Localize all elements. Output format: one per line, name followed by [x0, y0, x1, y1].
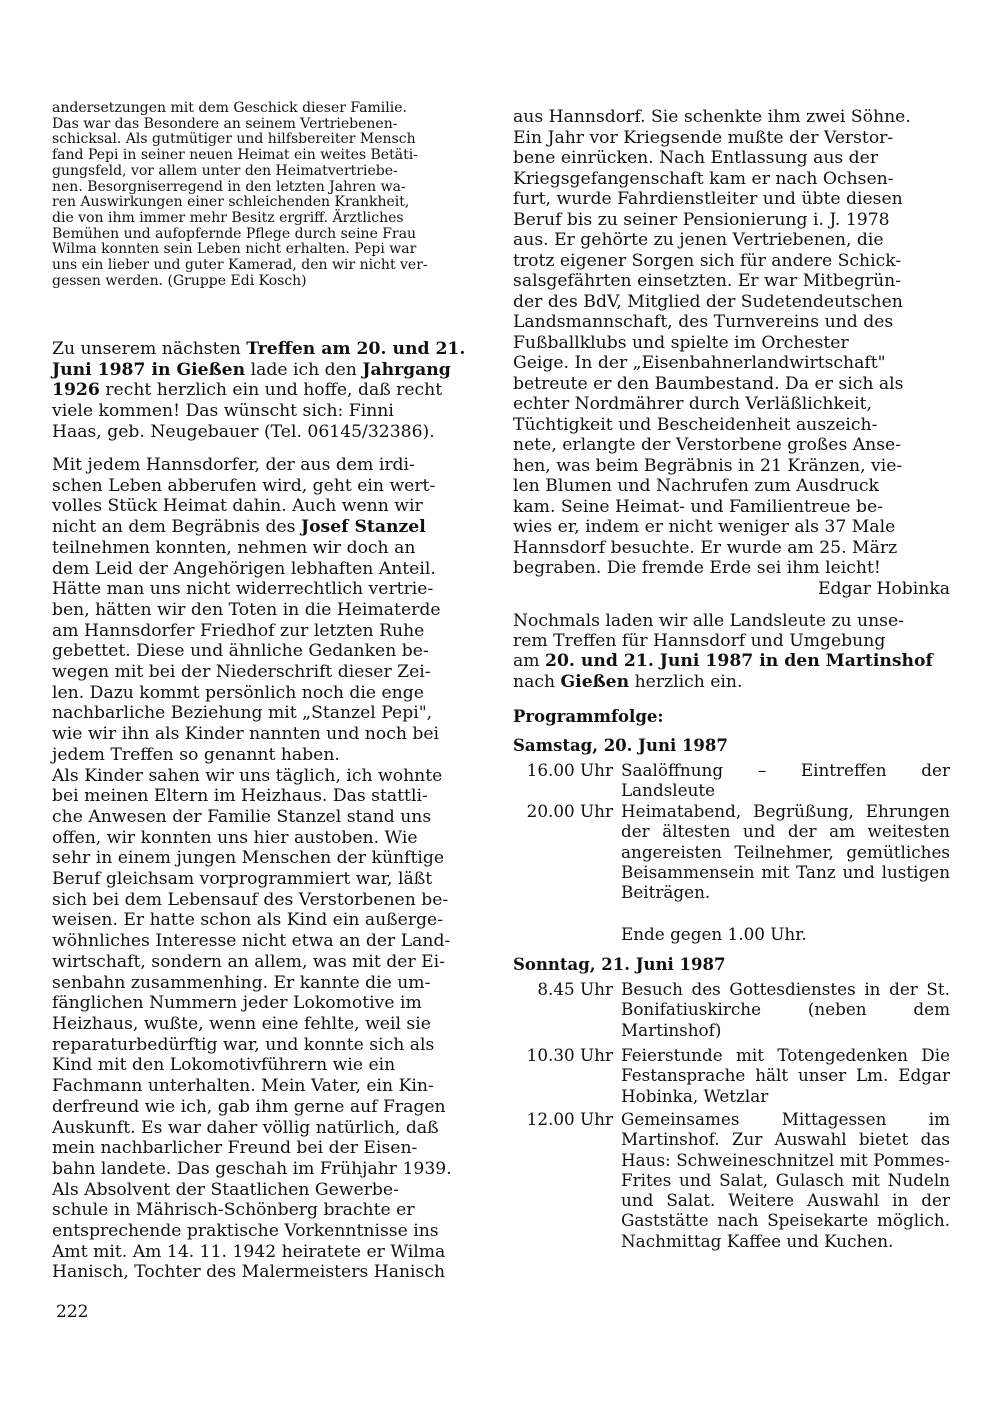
schedule-time: 8.45 Uhr: [537, 979, 613, 999]
text-line: fänglichen Nummern jeder Lokomotive im: [52, 993, 422, 1014]
text-line: der des BdV, Mitglied der Sudetendeutschen: [513, 291, 903, 312]
meeting-invitation-hannsdorf: [513, 611, 950, 692]
text-line: schule in Mährisch-Schönberg brachte er: [52, 1200, 415, 1221]
text-line: nete, erlangte der Verstorbene großes Anse-: [513, 435, 902, 455]
text-line: wirtschaft, sondern an allem, was mit der Ei-: [52, 951, 445, 972]
text-line: betreute er den Baumbestand. Da er sich als: [513, 373, 904, 394]
text-line: senbahn zusammenhing. Er kannte die um-: [52, 972, 431, 993]
saturday-heading: Samstag, 20. Juni 1987: [513, 736, 728, 755]
text-line: wie wir ihn als Kinder nannten und noch bei: [52, 724, 440, 745]
text-line: sich bei dem Lebensauf des Verstorbenen be-: [52, 889, 449, 910]
text-line: trotz eigener Sorgen sich für andere Schick-: [513, 250, 902, 271]
text-line: Beruf gleichsam vorprogrammiert war, läßt: [52, 869, 433, 890]
schedule-time: 12.00 Uhr: [526, 1109, 613, 1129]
text-line: nach Gießen herzlich ein.: [513, 671, 743, 692]
text-line: Hannsdorf besuchte. Er wurde am 25. März: [513, 537, 898, 558]
text-line: Kriegsgefangenschaft kam er nach Ochsen-: [513, 168, 894, 189]
text-line: bene einrücken. Nach Entlassung aus der: [513, 148, 879, 168]
text-line: reparaturbedürftig war, und konnte sich als: [52, 1034, 435, 1055]
text-line: dem Leid der Angehörigen lebhaften Anteil.: [52, 558, 436, 579]
text-line: begraben. Die fremde Erde sei ihm leicht!: [513, 558, 881, 578]
text-line: nicht an dem Begräbnis des Josef Stanzel: [52, 517, 426, 538]
text-line: aus Hannsdorf. Sie schenkte ihm zwei Söhne.: [513, 107, 911, 127]
schedule-end-note: [513, 924, 950, 944]
schedule-item: [513, 979, 950, 1040]
text-line: ben, hätten wir den Toten in die Heimaterde: [52, 599, 441, 620]
text-line: rem Treffen für Hannsdorf und Umgebung: [513, 631, 886, 652]
text-line: 1926 recht herzlich ein und hoffe, daß recht: [52, 380, 443, 401]
schedule-time: 10.30 Uhr: [526, 1045, 613, 1065]
text-line: Als Kinder sahen wir uns täglich, ich wohnte: [52, 765, 443, 786]
text-line: kam. Seine Heimat- und Familientreue be-: [513, 496, 884, 517]
sunday-heading: Sonntag, 21. Juni 1987: [513, 955, 726, 974]
text-line: fand Pepi in seiner neuen Heimat ein weites Betäti-: [52, 147, 418, 164]
text-line: nen. Besorgniserregend in den letzten Jahren wa-: [52, 178, 406, 195]
schedule-time: 20.00 Uhr: [526, 801, 613, 821]
text-line: am 20. und 21. Juni 1987 in den Martinshof: [513, 651, 933, 672]
obituary-continued: [513, 107, 950, 599]
text-line: Als Absolvent der Staatlichen Gewerbe-: [52, 1179, 399, 1200]
page-number: 222: [56, 1302, 89, 1322]
text-line: Ein Jahr vor Kriegsende mußte der Verstor-: [513, 127, 894, 148]
text-line: Kind mit den Lokomotivführern wie ein: [52, 1055, 396, 1076]
text-line: furt, wurde Fahrdienstleiter und übte diesen: [513, 189, 903, 209]
text-line: Fußballklubs und spielte im Orchester: [513, 332, 849, 353]
program-heading: Programmfolge:: [513, 707, 664, 726]
schedule-text: Heimatabend, Begrüßung, Ehrungen der ältesten und der am weitesten angereisten Teilnehmer, gemütliches Beisammensein mit Tanz und lustigen Beiträgen.: [621, 801, 950, 903]
text-line: wies er, indem er nicht weniger als 37 Male: [513, 517, 896, 537]
text-line: bei meinen Eltern im Heizhaus. Das stattli-: [52, 786, 428, 807]
text-line: Wilma konnten sein Leben nicht erhalten. Pepi war: [52, 241, 417, 258]
text-line: gessen werden. (Gruppe Edi Kosch): [52, 272, 307, 289]
text-line: gungsfeld, vor allem unter den Heimatvertriebe-: [52, 162, 398, 179]
text-line: die von ihm immer mehr Besitz ergriff. Ärztliches: [52, 209, 404, 226]
text-line: Bemühen und aufopfernde Pflege durch seine Frau: [52, 225, 417, 242]
text-line: Hanisch, Tochter des Malermeisters Hanisch: [52, 1262, 446, 1283]
text-line: weisen. Er hatte schon als Kind ein außerge-: [52, 910, 444, 931]
text-line: entsprechende praktische Vorkenntnisse ins: [52, 1221, 439, 1242]
text-line: hen, was beim Begräbnis in 21 Kränzen, vie-: [513, 455, 903, 476]
text-line: Auskunft. Es war daher völlig natürlich, daß: [52, 1117, 439, 1138]
text-line: len Blumen und Nachrufen zum Ausdruck: [513, 476, 879, 496]
text-line: len. Dazu kommt persönlich noch die enge: [52, 682, 424, 703]
schedule-item: [513, 801, 950, 902]
schedule-text: Feierstunde mit Totengedenken Die Festansprache hält unser Lm. Edgar Hobinka, Wetzlar: [621, 1045, 950, 1106]
text-line: Amt mit. Am 14. 11. 1942 heiratete er Wilma: [52, 1241, 446, 1262]
text-line: Hätte man uns nicht widerrechtlich vertrie-: [52, 579, 434, 600]
text-line: Mit jedem Hannsdorfer, der aus dem irdi-: [52, 455, 415, 475]
text-line: Fachmann unterhalten. Mein Vater, ein Kin-: [52, 1076, 434, 1097]
text-line: am Hannsdorfer Friedhof zur letzten Ruhe: [52, 620, 425, 641]
text-line: mein nachbarlicher Freund bei der Eisen-: [52, 1138, 418, 1159]
text-line: echter Nordmährer durch Verläßlichkeit,: [513, 394, 872, 414]
text-line: jedem Treffen so genannt haben.: [52, 744, 340, 765]
text-line: salsgefährten einsetzten. Er war Mitbegrün-: [513, 271, 902, 291]
text-line: Das war das Besondere an seinem Vertriebenen-: [52, 115, 398, 132]
schedule-item: [513, 760, 950, 801]
text-line: uns ein lieber und guter Kamerad, den wir nicht ver-: [52, 257, 428, 274]
text-line: Geige. In der „Eisenbahnerlandwirtschaft": [513, 353, 886, 373]
text-line: Landsmannschaft, des Turnvereins und des: [513, 312, 894, 332]
schedule-text: Gemeinsames Mittagessen im Martinshof. Zur Auswahl bietet das Haus: Schweineschnitzel mit Pommes-Frites und Salat, Gulasch mit Nudeln und Salat. Weitere Auswahl in der Gaststätte nach Speisekarte möglich. Nachmittag Kaffee und Kuchen.: [621, 1109, 950, 1251]
text-line: aus. Er gehörte zu jenen Vertriebenen, die: [513, 230, 884, 250]
text-line: andersetzungen mit dem Geschick dieser Familie.: [52, 100, 407, 116]
text-line: volles Stück Heimat dahin. Auch wenn wir: [52, 496, 423, 517]
text-line: teilnehmen konnten, nehmen wir doch an: [52, 537, 416, 558]
text-line: Haas, geb. Neugebauer (Tel. 06145/32386).: [52, 421, 435, 442]
obituary-paragraph-continued: [52, 101, 488, 289]
text-line: Tüchtigkeit und Bescheidenheit auszeich-: [513, 414, 878, 435]
text-line: Beruf bis zu seiner Pensionierung i. J. 1978: [513, 209, 890, 230]
schedule-item: [513, 1045, 950, 1106]
text-line: sehr in einem jungen Menschen der künftige: [52, 848, 445, 869]
text-line: Zu unserem nächsten Treffen am 20. und 21.: [52, 339, 466, 359]
text-line: offen, wir konnten uns hier austoben. Wie: [52, 827, 418, 848]
signature: Edgar Hobinka: [817, 578, 950, 599]
text-line: schicksal. Als gutmütiger und hilfsbereiter Mensch: [52, 131, 416, 148]
text-line: nachbarliche Beziehung mit „Stanzel Pepi",: [52, 703, 433, 724]
text-line: che Anwesen der Familie Stanzel stand uns: [52, 806, 432, 827]
text-line: gebettet. Diese und ähnliche Gedanken be-: [52, 641, 429, 662]
meeting-invitation-1926: [52, 339, 488, 443]
text-line: bahn landete. Das geschah im Frühjahr 1939.: [52, 1158, 452, 1179]
schedule-text: Ende gegen 1.00 Uhr.: [621, 924, 807, 944]
schedule-text: Besuch des Gottesdienstes in der St. Bonifatiuskirche (neben dem Martinshof): [621, 979, 950, 1040]
text-line: ren Auswirkungen einer schleichenden Krankheit,: [52, 194, 410, 211]
obituary-josef-stanzel: [52, 455, 488, 1283]
text-line: viele kommen! Das wünscht sich: Finni: [52, 401, 394, 422]
text-line: schen Leben abberufen wird, geht ein wert-: [52, 475, 436, 496]
text-line: wegen mit bei der Niederschrift dieser Zei-: [52, 662, 431, 683]
text-line: wöhnliches Interesse nicht etwa an der Land-: [52, 931, 451, 952]
text-line: derfreund wie ich, gab ihm gerne auf Fragen: [52, 1096, 446, 1117]
text-line: Nochmals laden wir alle Landsleute zu unse-: [513, 611, 904, 631]
schedule-item: [513, 1109, 950, 1251]
text-line: Juni 1987 in Gießen lade ich den Jahrgang: [52, 359, 451, 380]
schedule-text: Saalöffnung – Eintreffen der Landsleute: [621, 760, 950, 801]
text-line: Heizhaus, wußte, wenn eine fehlte, weil sie: [52, 1013, 431, 1034]
schedule-time: 16.00 Uhr: [526, 760, 613, 780]
